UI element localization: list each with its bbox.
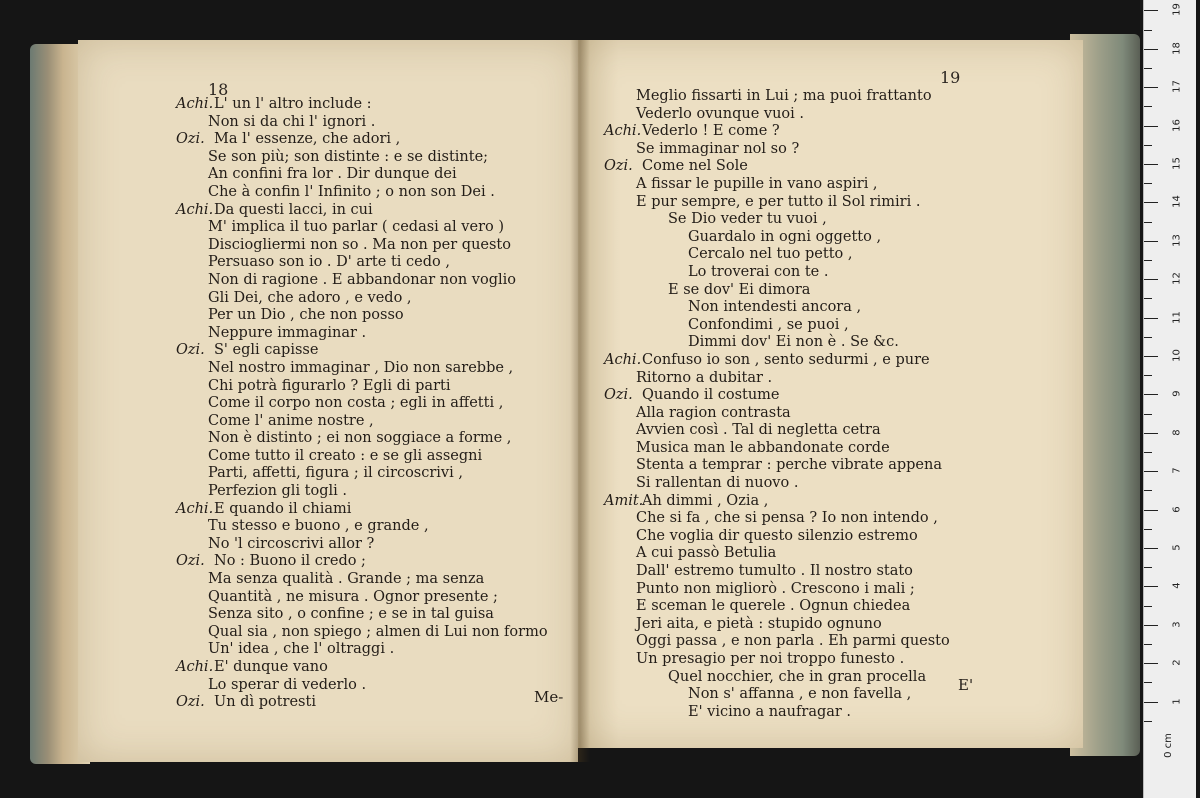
ruler-tick: [1144, 663, 1158, 664]
ruler-half-tick: [1144, 375, 1152, 376]
verse-text: E pur sempre, e per tutto il Sol rimiri .: [636, 193, 921, 210]
ruler-half-tick: [1144, 682, 1152, 683]
verse-text: Oggi passa , e non parla . Eh parmi questo: [636, 633, 950, 650]
verse-line: [604, 704, 950, 722]
ruler-tick-label: 15: [1171, 157, 1183, 170]
verse-text: Un presagio per noi troppo funesto .: [636, 651, 905, 667]
verse-line: [176, 114, 548, 132]
speaker-label: Achi.: [604, 351, 642, 368]
verse-line: [176, 659, 548, 677]
verse-line: [176, 342, 548, 360]
ruler-tick-label: 19: [1171, 3, 1183, 17]
speaker-label: Achi.: [604, 123, 642, 140]
verse-text: Gli Dei, che adoro , e vedo ,: [208, 289, 412, 306]
verse-line: [176, 677, 548, 695]
verse-text: Un' idea , che l' oltraggi .: [208, 641, 395, 658]
ruler-half-tick: [1144, 721, 1152, 722]
verse-line: [176, 96, 548, 114]
verse-text: Ah dimmi , Ozia ,: [642, 492, 769, 509]
verse-text: Ritorno a dubitar .: [636, 369, 773, 386]
ruler-half-tick: [1144, 68, 1152, 69]
verse-text: Perfezion gli togli .: [208, 483, 348, 500]
ruler-tick-label: 4: [1171, 582, 1183, 590]
verse-text: Tu stesso e buono , e grande ,: [208, 518, 429, 535]
verse-line: [176, 272, 548, 290]
ruler-unit-label: 0 cm: [1162, 733, 1174, 758]
verse-text: Ma senza qualità . Grande ; ma senza: [208, 571, 485, 588]
left-page-number: 18: [208, 80, 229, 99]
speaker-label: Achi.: [176, 96, 214, 112]
ruler-tick: [1144, 586, 1158, 587]
verse-line: [604, 528, 950, 546]
verse-text: E' vicino a naufragar .: [688, 703, 852, 720]
verse-text: Ma l' essenze, che adori ,: [214, 131, 401, 148]
right-page-number: 19: [940, 68, 961, 87]
verse-text: Si rallentan di nuovo .: [636, 475, 799, 492]
verse-line: [604, 317, 950, 335]
verse-line: [604, 457, 950, 475]
ruler-half-tick: [1144, 222, 1152, 223]
verse-line: [176, 641, 548, 659]
ruler-tick: [1144, 87, 1158, 88]
verse-text: M' implica il tuo parlar ( cedasi al vero ): [208, 219, 505, 236]
right-catchword: E': [958, 676, 974, 694]
ruler-tick-label: 14: [1171, 195, 1183, 209]
ruler-half-tick: [1144, 183, 1152, 184]
verse-text: Per un Dio , che non posso: [208, 307, 404, 324]
verse-line: [176, 219, 548, 237]
verse-line: [604, 475, 950, 493]
verse-line: [604, 633, 950, 651]
ruler-tick-label: 2: [1171, 659, 1183, 666]
verse-text: Punto non migliorò . Crescono i mali ;: [636, 580, 915, 597]
verse-line: [604, 194, 950, 212]
verse-line: [604, 598, 950, 616]
verse-text: Dall' estremo tumulto . Il nostro stato: [636, 563, 913, 580]
verse-text: Meglio fissarti in Lui ; ma puoi frattanto: [636, 88, 932, 104]
verse-text: Quantità , ne misura . Ognor presente ;: [208, 588, 498, 605]
verse-text: Stenta a temprar : perche vibrate appena: [636, 457, 942, 474]
verse-text: Se Dio veder tu vuoi ,: [668, 211, 827, 228]
speaker-label: Ozi.: [176, 131, 205, 148]
verse-text: Avvien così . Tal di negletta cetra: [636, 422, 881, 439]
verse-text: Confuso io son , sento sedurmi , e pure: [642, 351, 930, 368]
speaker-label: Amit.: [604, 492, 644, 509]
verse-text: Non si da chi l' ignori .: [208, 113, 376, 130]
verse-line: [604, 616, 950, 634]
ruler-half-tick: [1144, 106, 1152, 107]
verse-text: Musica man le abbandonate corde: [636, 439, 890, 456]
speaker-label: Ozi.: [176, 342, 205, 359]
ruler-half-tick: [1144, 414, 1152, 415]
ruler-tick-label: 1: [1171, 697, 1183, 705]
verse-text: Cercalo nel tuo petto ,: [688, 246, 853, 263]
verse-text: Vederlo ovunque vuoi .: [636, 105, 805, 122]
verse-line: [604, 510, 950, 528]
verse-text: Confondimi , se puoi ,: [688, 316, 849, 333]
verse-text: Come l' anime nostre ,: [208, 412, 374, 429]
verse-text: An confini fra lor . Dir dunque dei: [208, 166, 457, 183]
ruler-tick: [1144, 702, 1158, 703]
ruler-tick-label: 8: [1171, 429, 1183, 436]
verse-line: [176, 536, 548, 554]
verse-text: Come tutto il creato : e se gli assegni: [208, 447, 483, 464]
verse-line: [176, 202, 548, 220]
verse-text: Dimmi dov' Ei non è . Se &c.: [688, 334, 899, 351]
verse-text: Neppure immaginar .: [208, 324, 367, 341]
ruler-tick-label: 13: [1171, 233, 1183, 247]
ruler-half-tick: [1144, 260, 1152, 261]
ruler-tick: [1144, 318, 1158, 319]
verse-line: [604, 581, 950, 599]
verse-text: Lo sperar di vederlo .: [208, 676, 367, 693]
verse-line: [176, 501, 548, 519]
verse-text: L' un l' altro include :: [214, 96, 372, 112]
verse-line: [604, 299, 950, 317]
verse-line: [604, 282, 950, 300]
verse-text: Guardalo in ogni oggetto ,: [688, 228, 882, 245]
ruler-half-tick: [1144, 606, 1152, 607]
verse-line: [176, 184, 548, 202]
verse-text: Chi potrà figurarlo ? Egli di parti: [208, 377, 451, 394]
verse-line: [176, 149, 548, 167]
verse-line: [176, 571, 548, 589]
ruler-tick: [1144, 10, 1158, 11]
ruler-tick: [1144, 241, 1158, 242]
verse-line: [604, 106, 950, 124]
measuring-ruler: [1143, 0, 1196, 798]
verse-line: [176, 395, 548, 413]
ruler-half-tick: [1144, 490, 1152, 491]
verse-text: Come nel Sole: [642, 158, 748, 175]
ruler-half-tick: [1144, 337, 1152, 338]
verse-line: [176, 624, 548, 642]
verse-line: [176, 518, 548, 536]
ruler-tick-label: 18: [1171, 41, 1183, 55]
speaker-label: Ozi.: [604, 387, 633, 404]
verse-line: [604, 123, 950, 141]
verse-line: [176, 131, 548, 149]
verse-text: E sceman le querele . Ognun chiedea: [636, 598, 911, 615]
verse-line: [604, 158, 950, 176]
verse-line: [176, 430, 548, 448]
verse-line: [604, 264, 950, 282]
ruler-tick-label: 11: [1171, 310, 1183, 324]
ruler-tick: [1144, 433, 1158, 434]
verse-line: [176, 553, 548, 571]
ruler-tick-label: 6: [1171, 505, 1183, 513]
verse-line: [604, 669, 950, 687]
ruler-tick-label: 3: [1171, 621, 1183, 628]
verse-text: Non è distinto ; ei non soggiace a forme ,: [208, 430, 512, 447]
speaker-label: Achi.: [176, 500, 214, 517]
right-page: [578, 40, 1083, 748]
ruler-tick-label: 16: [1171, 118, 1183, 132]
verse-text: A cui passò Betulia: [636, 545, 777, 562]
ruler-half-tick: [1144, 452, 1152, 453]
open-book: [30, 34, 1140, 764]
ruler-tick: [1144, 202, 1158, 203]
ruler-tick: [1144, 625, 1158, 626]
verse-text: Vederlo ! E come ?: [642, 123, 780, 140]
verse-line: [604, 211, 950, 229]
verse-text: Non intendesti ancora ,: [688, 299, 862, 316]
verse-line: [604, 176, 950, 194]
verse-line: [604, 545, 950, 563]
speaker-label: Achi.: [176, 201, 214, 218]
left-page-text: [176, 96, 548, 712]
ruler-tick: [1144, 279, 1158, 280]
verse-line: [604, 387, 950, 405]
verse-line: [176, 254, 548, 272]
ruler-tick-label: 7: [1171, 467, 1183, 474]
speaker-label: Ozi.: [176, 694, 205, 711]
ruler-half-tick: [1144, 529, 1152, 530]
verse-text: E' dunque vano: [214, 659, 328, 675]
verse-line: [604, 334, 950, 352]
verse-line: [604, 88, 950, 106]
ruler-half-tick: [1144, 145, 1152, 146]
verse-text: Che si fa , che si pensa ? Io non intendo ,: [636, 510, 938, 527]
verse-line: [604, 493, 950, 511]
speaker-label: Ozi.: [176, 553, 205, 570]
left-catchword: Me-: [534, 688, 564, 706]
verse-text: Se immaginar nol so ?: [636, 140, 800, 157]
verse-line: [604, 141, 950, 159]
verse-line: [176, 589, 548, 607]
ruler-tick: [1144, 126, 1158, 127]
verse-line: [604, 352, 950, 370]
verse-line: [176, 307, 548, 325]
speaker-label: Ozi.: [604, 158, 633, 175]
verse-text: Nel nostro immaginar , Dio non sarebbe ,: [208, 359, 514, 376]
verse-text: Non di ragione . E abbandonar non voglio: [208, 271, 517, 288]
verse-text: Lo troverai con te .: [688, 263, 829, 280]
verse-line: [176, 694, 548, 712]
verse-line: [176, 465, 548, 483]
verse-text: A fissar le pupille in vano aspiri ,: [636, 175, 878, 192]
book-gutter: [570, 40, 590, 762]
verse-text: Qual sia , non spiego ; almen di Lui non formo: [208, 623, 548, 640]
speaker-label: Achi.: [176, 659, 214, 675]
verse-text: No 'l circoscrivi allor ?: [208, 535, 375, 552]
verse-text: Come il corpo non costa ; egli in affetti ,: [208, 395, 504, 412]
verse-text: Che voglia dir questo silenzio estremo: [636, 527, 918, 544]
verse-line: [176, 378, 548, 396]
verse-line: [604, 229, 950, 247]
ruler-half-tick: [1144, 567, 1152, 568]
verse-text: E se dov' Ei dimora: [668, 281, 811, 298]
left-page: [78, 40, 578, 762]
verse-line: [176, 325, 548, 343]
ruler-tick-label: 12: [1171, 272, 1183, 286]
verse-text: Senza sito , o confine ; e se in tal guisa: [208, 606, 494, 623]
ruler-tick: [1144, 49, 1158, 50]
verse-line: [176, 360, 548, 378]
verse-line: [176, 606, 548, 624]
ruler-tick-label: 5: [1171, 544, 1183, 551]
verse-line: [604, 370, 950, 388]
verse-line: [604, 440, 950, 458]
verse-text: Un dì potresti: [214, 694, 316, 711]
verse-text: Non s' affanna , e non favella ,: [688, 686, 912, 703]
verse-text: Alla ragion contrasta: [636, 404, 791, 421]
ruler-tick: [1144, 356, 1158, 357]
verse-line: [604, 405, 950, 423]
verse-text: S' egli capisse: [214, 342, 319, 359]
verse-line: [176, 290, 548, 308]
verse-line: [176, 448, 548, 466]
verse-line: [604, 422, 950, 440]
verse-line: [176, 237, 548, 255]
verse-text: No : Buono il credo ;: [214, 553, 366, 570]
verse-text: Da questi lacci, in cui: [214, 201, 373, 218]
ruler-tick: [1144, 394, 1158, 395]
verse-text: Che à confin l' Infinito ; o non son Dei .: [208, 183, 495, 200]
verse-text: Quando il costume: [642, 387, 780, 404]
ruler-tick: [1144, 548, 1158, 549]
verse-line: [176, 166, 548, 184]
verse-text: Persuaso son io . D' arte ti cedo ,: [208, 254, 450, 271]
verse-line: [604, 686, 950, 704]
ruler-half-tick: [1144, 298, 1152, 299]
ruler-tick: [1144, 164, 1158, 165]
verse-line: [604, 651, 950, 669]
ruler-tick-label: 9: [1171, 390, 1183, 398]
verse-line: [176, 483, 548, 501]
verse-text: Parti, affetti, figura ; il circoscrivi ,: [208, 465, 463, 482]
verse-text: E quando il chiami: [214, 500, 352, 517]
ruler-tick-label: 10: [1171, 349, 1183, 362]
verse-line: [604, 246, 950, 264]
verse-text: Quel nocchier, che in gran procella: [668, 668, 927, 685]
right-page-text: [604, 88, 950, 721]
verse-text: Se son più; son distinte : e se distinte;: [208, 148, 489, 165]
ruler-tick: [1144, 510, 1158, 511]
verse-line: [176, 413, 548, 431]
ruler-half-tick: [1144, 644, 1152, 645]
verse-text: Jeri aita, e pietà : stupido ognuno: [636, 615, 882, 632]
ruler-tick: [1144, 471, 1158, 472]
ruler-half-tick: [1144, 30, 1152, 31]
verse-text: Disciogliermi non so . Ma non per questo: [208, 236, 511, 253]
verse-line: [604, 563, 950, 581]
ruler-tick-label: 17: [1171, 80, 1183, 94]
